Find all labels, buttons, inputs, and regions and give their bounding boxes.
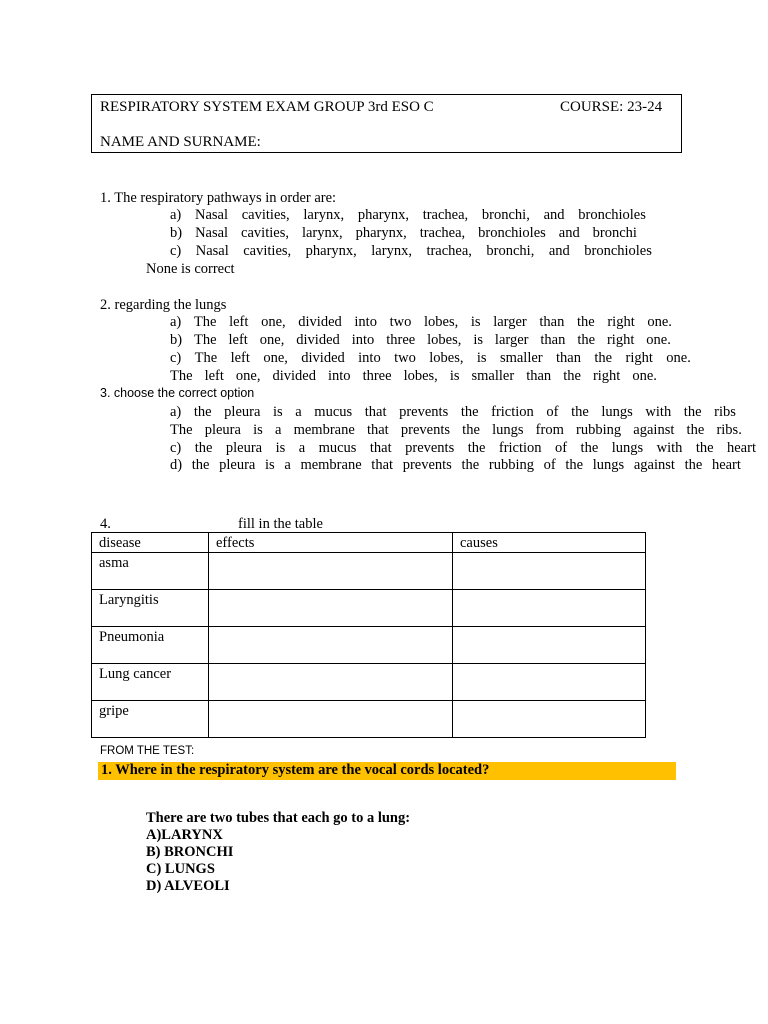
effects-cell[interactable]	[209, 664, 453, 701]
disease-cell: Pneumonia	[92, 627, 209, 664]
causes-cell[interactable]	[453, 627, 646, 664]
highlighted-question	[98, 762, 676, 780]
causes-cell[interactable]	[453, 664, 646, 701]
answer-c: C) LUNGS	[146, 861, 215, 877]
question-4-text: fill in the table	[238, 516, 323, 532]
question-4-number: 4.	[100, 516, 111, 532]
question-2-option-a: a) The left one, divided into two lobes, is larger than the right one.	[170, 314, 672, 330]
causes-cell[interactable]	[453, 590, 646, 627]
header-causes: causes	[453, 533, 646, 553]
course-label: COURSE: 23-24	[560, 99, 663, 115]
table-row	[92, 664, 646, 701]
header-effects: effects	[209, 533, 453, 553]
disease-cell: gripe	[92, 701, 209, 738]
question-1-option-c: c) Nasal cavities, pharynx, larynx, trachea, bronchi, and bronchioles	[170, 243, 652, 259]
disease-table	[91, 532, 646, 738]
effects-cell[interactable]	[209, 553, 453, 590]
table-row	[92, 627, 646, 664]
table-header-row	[92, 533, 646, 553]
causes-cell[interactable]	[453, 553, 646, 590]
effects-cell[interactable]	[209, 627, 453, 664]
table-row	[92, 701, 646, 738]
from-test-label: FROM THE TEST:	[100, 745, 195, 757]
question-1-extra: None is correct	[146, 261, 235, 277]
answer-a: A)LARYNX	[146, 827, 223, 843]
effects-cell[interactable]	[209, 590, 453, 627]
header-disease: disease	[92, 533, 209, 553]
question-2-text: 2. regarding the lungs	[100, 297, 227, 313]
question-1-text: 1. The respiratory pathways in order are:	[100, 190, 337, 206]
answer-b: B) BRONCHI	[146, 844, 234, 860]
question-2-option-c: c) The left one, divided into two lobes, is smaller than the right one.	[170, 350, 691, 366]
name-surname-label: NAME AND SURNAME:	[100, 134, 261, 150]
highlighted-question-text: 1. Where in the respiratory system are the vocal cords located?	[101, 762, 490, 778]
answer-prompt: There are two tubes that each go to a lung:	[146, 810, 411, 826]
exam-header	[91, 94, 682, 153]
table-row	[92, 553, 646, 590]
disease-cell: Lung cancer	[92, 664, 209, 701]
question-3-option-c: c) the pleura is a mucus that prevents the friction of the lungs with the heart	[170, 440, 756, 456]
answer-d: D) ALVEOLI	[146, 878, 230, 894]
table-row	[92, 590, 646, 627]
question-3-text: 3. choose the correct option	[100, 386, 255, 400]
question-3-option-a: a) the pleura is a mucus that prevents the friction of the lungs with the ribs	[170, 404, 736, 420]
question-3-option-d: d) the pleura is a membrane that prevents the rubbing of the lungs against the heart	[170, 457, 741, 473]
question-3-option-b: The pleura is a membrane that prevents the lungs from rubbing against the ribs.	[170, 422, 742, 438]
disease-cell: Laryngitis	[92, 590, 209, 627]
causes-cell[interactable]	[453, 701, 646, 738]
disease-cell: asma	[92, 553, 209, 590]
exam-title: RESPIRATORY SYSTEM EXAM GROUP 3rd ESO C	[100, 99, 434, 115]
question-2-option-b: b) The left one, divided into three lobes, is larger than the right one.	[170, 332, 671, 348]
question-1-option-b: b) Nasal cavities, larynx, pharynx, trachea, bronchioles and bronchi	[170, 225, 637, 241]
effects-cell[interactable]	[209, 701, 453, 738]
question-2-option-d: The left one, divided into three lobes, is smaller than the right one.	[170, 368, 657, 384]
question-1-option-a: a) Nasal cavities, larynx, pharynx, trachea, bronchi, and bronchioles	[170, 207, 646, 223]
